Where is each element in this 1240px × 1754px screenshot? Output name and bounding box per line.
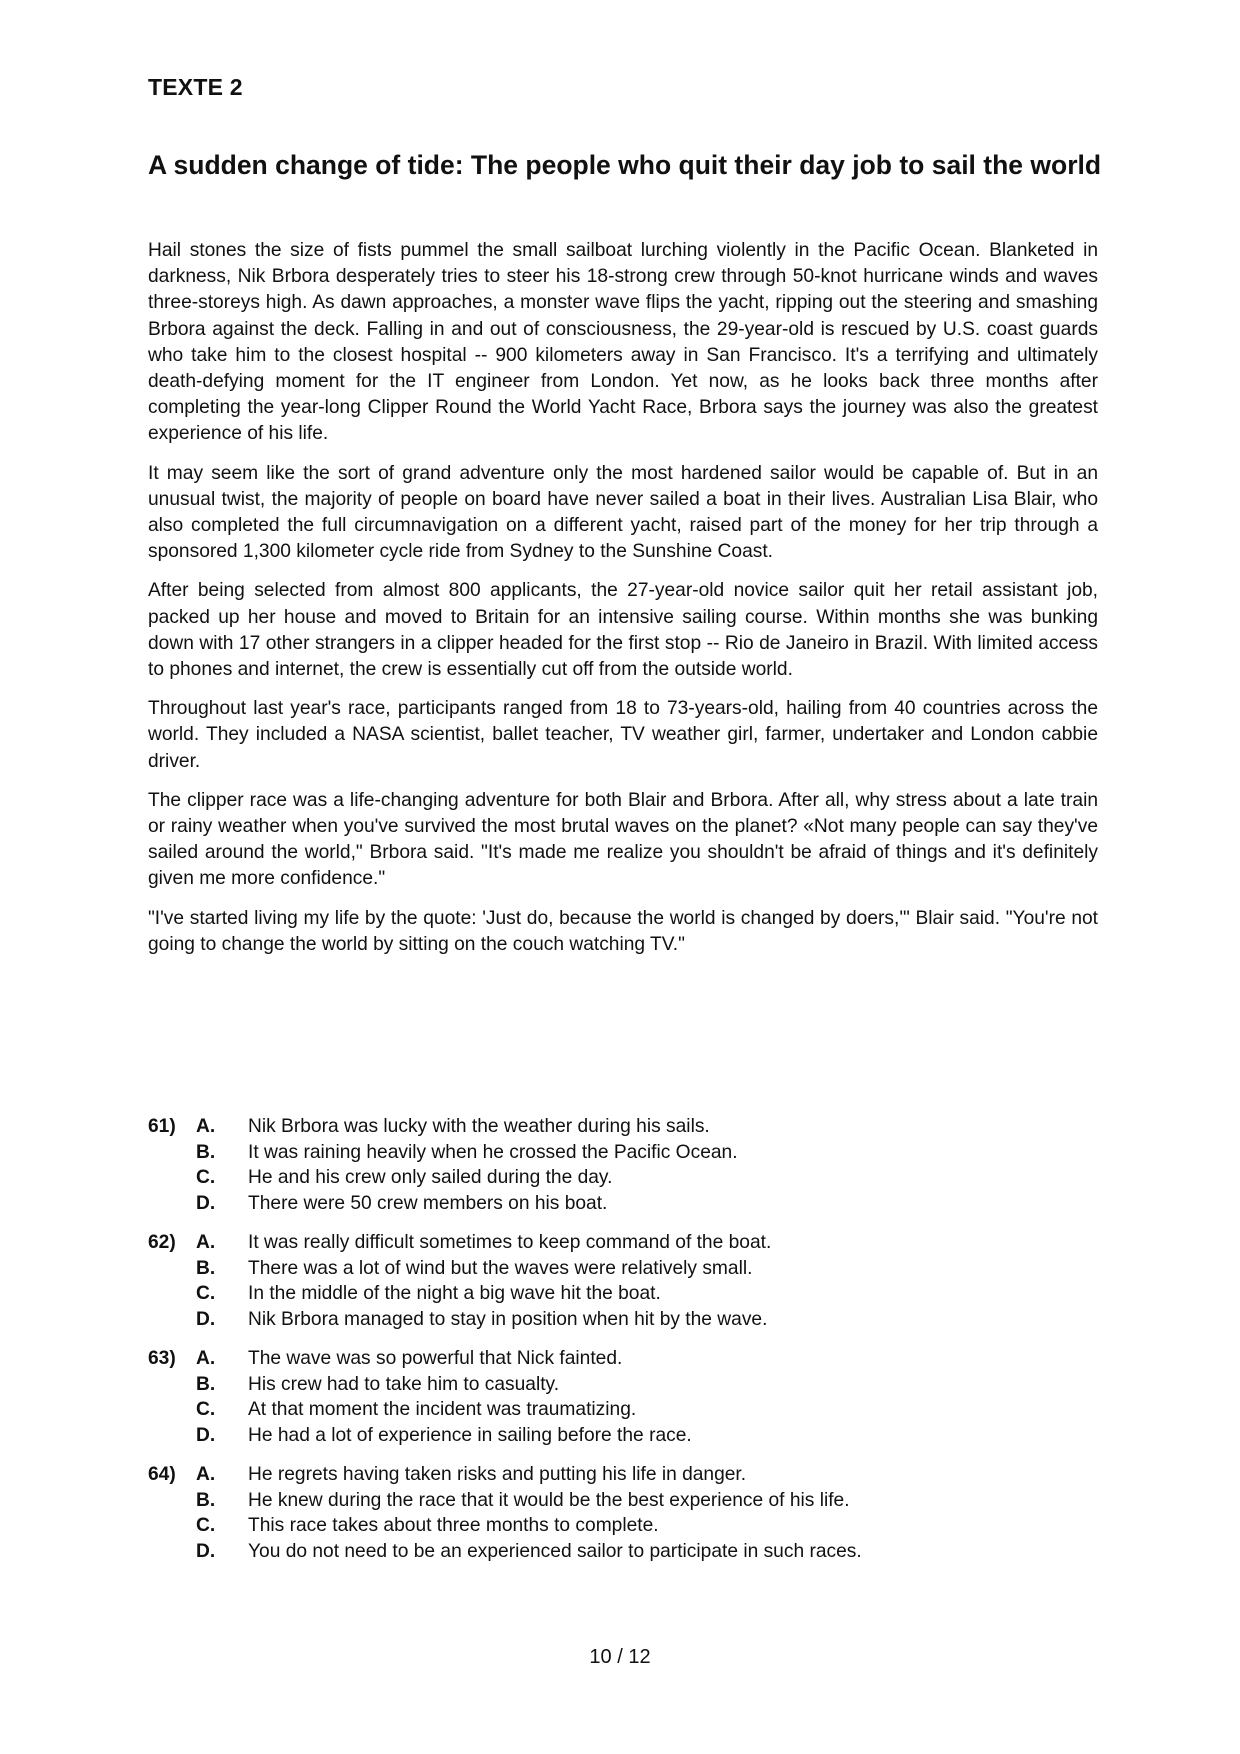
option-row [148, 1230, 1098, 1256]
option-letter: C. [196, 1399, 216, 1420]
option-row [148, 1462, 1098, 1488]
option-row [148, 1114, 1098, 1140]
question-62 [148, 1230, 1098, 1332]
article-body [148, 238, 1098, 971]
option-letter: A. [196, 1232, 216, 1253]
question-64 [148, 1462, 1098, 1564]
option-letter: B. [196, 1257, 216, 1279]
option-text: There were 50 crew members on his boat. [248, 1192, 608, 1214]
question-number: 64) [148, 1464, 176, 1485]
option-row [148, 1307, 1098, 1333]
option-text: The wave was so powerful that Nick fainted. [248, 1348, 623, 1369]
option-row [148, 1513, 1098, 1539]
option-text: He knew during the race that it would be the best experience of his life. [248, 1489, 850, 1511]
option-letter: D. [196, 1192, 216, 1214]
option-text: He regrets having taken risks and putting his life in danger. [248, 1464, 747, 1485]
option-row [148, 1539, 1098, 1565]
question-number: 61) [148, 1116, 176, 1137]
option-text: This race takes about three months to complete. [248, 1515, 659, 1536]
option-text: He had a lot of experience in sailing before the race. [248, 1424, 692, 1446]
article-title: A sudden change of tide: The people who quit their day job to sail the world [148, 150, 1102, 180]
article-paragraph: The clipper race was a life-changing adventure for both Blair and Brbora. After all, why stress about a late train or rainy weather when you've survived the most brutal waves on the planet? «Not many people can say they've sailed around the world," Brbora said. "It's made me realize you shouldn't be afraid of things and it's definitely given me more confidence." [148, 789, 1098, 890]
option-letter: A. [196, 1116, 216, 1137]
option-letter: C. [196, 1283, 216, 1304]
option-letter: D. [196, 1424, 216, 1446]
question-number: 62) [148, 1232, 176, 1253]
option-letter: B. [196, 1373, 216, 1395]
option-row [148, 1140, 1098, 1166]
option-row [148, 1397, 1098, 1423]
option-text: At that moment the incident was traumatizing. [248, 1399, 637, 1420]
article-paragraph: Hail stones the size of fists pummel the small sailboat lurching violently in the Pacific Ocean. Blanketed in darkness, Nik Brbora desperately tries to steer his 18-strong crew through 50-knot hurricane winds and waves three-storeys high. As dawn approaches, a monster wave flips the yacht, ripping out the steering and smashing Brbora against the deck. Falling in and out of consciousness, the 29-year-old is rescued by U.S. coast guards who take him to the closest hospital -- 900 kilometers away in San Francisco. It's a terrifying and ultimately death-defying moment for the IT engineer from London. Yet now, as he looks back three months after completing the year-long Clipper Round the World Yacht Race, Brbora says the journey was also the greatest experience of his life. [148, 240, 1098, 445]
option-row [148, 1281, 1098, 1307]
option-text: In the middle of the night a big wave hit the boat. [248, 1283, 661, 1304]
option-text: It was raining heavily when he crossed the Pacific Ocean. [248, 1141, 738, 1163]
option-letter: D. [196, 1308, 216, 1330]
option-row [148, 1165, 1098, 1191]
option-text: His crew had to take him to casualty. [248, 1373, 560, 1395]
option-row [148, 1256, 1098, 1282]
option-text: He and his crew only sailed during the day. [248, 1167, 613, 1188]
option-letter: A. [196, 1348, 216, 1369]
question-61 [148, 1114, 1098, 1216]
option-row [148, 1372, 1098, 1398]
question-list [148, 1114, 1098, 1578]
option-text: It was really difficult sometimes to keep command of the boat. [248, 1232, 772, 1253]
option-letter: D. [196, 1540, 216, 1562]
option-letter: B. [196, 1489, 216, 1511]
option-row [148, 1488, 1098, 1514]
page-number: 10 / 12 [589, 1646, 651, 1668]
option-letter: C. [196, 1167, 216, 1188]
option-text: There was a lot of wind but the waves were relatively small. [248, 1257, 753, 1279]
option-letter: B. [196, 1141, 216, 1163]
article-paragraph: After being selected from almost 800 applicants, the 27-year-old novice sailor quit her retail assistant job, packed up her house and moved to Britain for an intensive sailing course. Within months she was bunking down with 17 other strangers in a clipper headed for the first stop -- Rio de Janeiro in Brazil. With limited access to phones and internet, the crew is essentially cut off from the outside world. [148, 580, 1098, 681]
option-row [148, 1346, 1098, 1372]
option-text: Nik Brbora managed to stay in position when hit by the wave. [248, 1308, 768, 1330]
option-text: Nik Brbora was lucky with the weather during his sails. [248, 1116, 710, 1137]
option-row [148, 1191, 1098, 1217]
option-text: You do not need to be an experienced sailor to participate in such races. [248, 1540, 862, 1562]
article-paragraph: "I've started living my life by the quote: 'Just do, because the world is changed by doers,'" Blair said. "You're not going to change the world by sitting on the couch watching TV." [148, 907, 1098, 955]
option-letter: C. [196, 1515, 216, 1536]
article-paragraph: It may seem like the sort of grand adventure only the most hardened sailor would be capable of. But in an unusual twist, the majority of people on board have never sailed a boat in their lives. Australian Lisa Blair, who also completed the full circumnavigation on a different yacht, raised part of the money for her trip through a sponsored 1,300 kilometer cycle ride from Sydney to the Sunshine Coast. [148, 462, 1098, 563]
question-number: 63) [148, 1348, 176, 1369]
option-letter: A. [196, 1464, 216, 1485]
option-row [148, 1423, 1098, 1449]
article-paragraph: Throughout last year's race, participants ranged from 18 to 73-years-old, hailing from 40 countries across the world. They included a NASA scientist, ballet teacher, TV weather girl, farmer, undertaker and London cabbie driver. [148, 698, 1098, 772]
section-label: TEXTE 2 [148, 74, 243, 100]
question-63 [148, 1346, 1098, 1448]
